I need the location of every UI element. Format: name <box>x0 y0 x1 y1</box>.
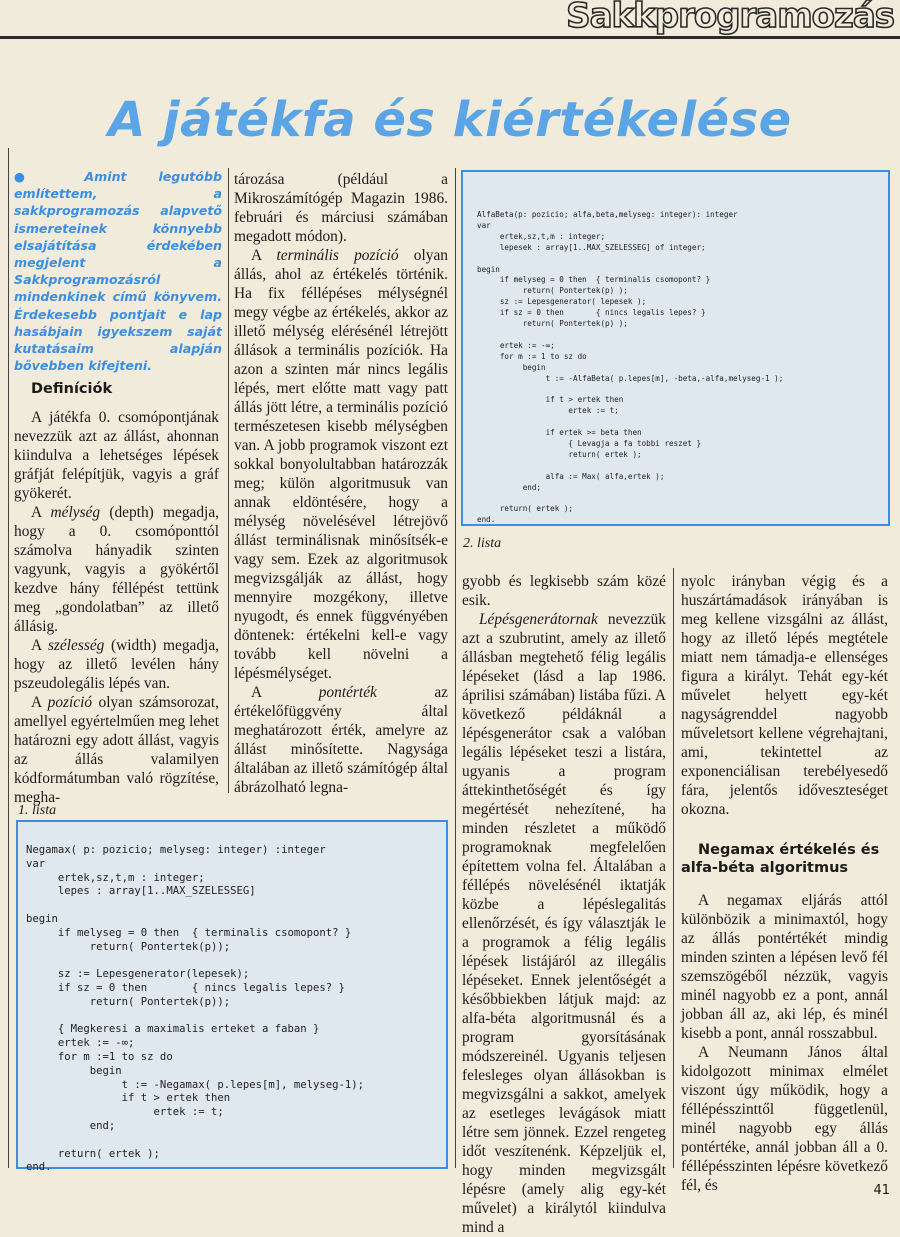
paragraph: A pontérték az értékelőfüggvény által meghatározott érték, amelyre az állást minősítette. Nagysága általában az illető számítógép által ábrázolható legna- <box>234 684 448 796</box>
page-number: 41 <box>873 1183 890 1198</box>
listing-caption: 1. lista <box>18 803 57 818</box>
term: szélesség <box>47 637 105 654</box>
column-divider <box>455 168 456 1168</box>
paragraph: tározása (például a Mikroszámítógép Magazin 1986. februári és márciusi számában megadott módon). <box>234 171 448 245</box>
section-heading: Definíciók <box>31 381 113 397</box>
code-listing-2 <box>461 170 890 526</box>
paragraph: Lépésgenerátornak nevezzük azt a szubrutint, amely az illető állásban megtehető félig legális lépéseket (lásd a lap 1986. áprilisi számában) listába fűzi. A következő példáknál a lépésgenerátor csak a valóban legális lépéseket teszi a listára, ugyanis a program áttekinthetőségét és így megértését nehezítené, ha minden részletet a működő programoknak megfelelően építettem volna fel. Általában a féllépés növelésénél iktatják közbe a lépéslegalitás ellenőrzését, és így választják le a programok a félig legális lépések listájáról az illegális lépéseket. Ennek jelentőségét a későbbiekben látjuk majd: az alfa-béta algoritmusnál és a program gyorsításának módszereinél. Ugyanis teljesen felesleges olyan állásokban is megvizsgálni a sakkot, amelyek az esetleges levágások miatt létre sem jönnek. Ezzel rengeteg időt veszítenénk. Képzeljük el, hogy minden megvizsgált lépésre (amely alig egy-két művelet) a királytól kiindulva mind a <box>462 611 666 1236</box>
column-divider <box>228 168 229 793</box>
column-4 <box>681 572 888 1195</box>
paragraph: A pozíció olyan számsorozat, amellyel egyértelműen meg lehet határozni egy adott állást, vagyis az állás valamilyen kódformátumban való rögzítése, megha- <box>14 694 219 806</box>
left-margin-rule <box>8 148 9 1168</box>
term: Lépésgenerátornak <box>479 611 598 628</box>
bullet-icon: ● <box>14 169 85 184</box>
code-text: Negamax( p: pozicio; melyseg: integer) :integer var ertek,sz,t,m : integer; lepes : array[1..MAX_SZELESSEG] begin if melyseg = 0 then { terminalis csomopont? } return( Pontertek(p)); sz := Lepesgenerator(lepesek); if sz = 0 then { nincs legalis lepes? } return( Pontertek(p)); { Megkeresi a maximalis erteket a faban } ertek := -∞; for m :=1 to sz do begin t := -Negamax( p.lepes[m], melyseg-1); if t > ertek then ertek := t; end; return( ertek ); end. <box>26 844 365 1174</box>
paragraph: A terminális pozíció olyan állás, ahol az értékelés történik. Ha fix féllépéses mélységnél megy végbe az értékelés, akkor az illető mélység elérésénél létrejött állások a terminális pozíciók. Ha azon a szinten már nincs legális lépés, mert előtte matt vagy patt állás jött létre, a terminális pozíció természetesen kisebb mélységben van. A jobb programok viszont ezt sokkal bonyolultabban határozzák meg; külön algoritmusuk van annak eldöntésére, hogy a mélység növelésével létrejövő állást terminálisnak minősítsék-e vagy sem. Ezek az algoritmusok megvizsgálják az állást, hogy mennyire mozgékony, illetve nyugodt, és ennek függvényében döntenek: értékelni kell-e vagy tovább kell növelni a lépésmélységet. <box>234 247 448 682</box>
paragraph: nyolc irányban végig és a huszártámadások irányában is meg kellene vizsgálni az állást, hogy az illető lépés megtétele miatt nem támadja-e ellenséges figura a királyt. Tehát egy-két művelet helyett egy-két nagyságrenddel nagyobb műveletsort kellene végrehajtani, ami, tekintettel az exponenciálisan terebélyesedő fára, jelentős időveszteséget okozna. <box>681 573 888 818</box>
header-rule <box>0 36 900 39</box>
paragraph: gyobb és legkisebb szám közé esik. <box>462 573 666 609</box>
code-text: AlfaBeta(p: pozicio; alfa,beta,melyseg: integer): integer var ertek,sz,t,m : integer; lepesek : array[1..MAX_SZELESSEG] of integer; begin if melyseg = 0 then { terminalis csomopont? } return( Pontertek(p) ); sz := Lepesgenerator( lepesek ); if sz = 0 then { nincs legalis lepes? } return( Pontertek(p) ); ertek := -∞; for m := 1 to sz do begin t := -AlfaBeta( p.lepes[m], -beta,-alfa,melyseg-1 ); if t > ertek then ertek := t; if ertek >= beta then { Levagja a fa tobbi reszet } return( ertek ); alfa := Max( alfa,ertek ); end; return( ertek ); end. <box>477 210 784 525</box>
column-2 <box>234 170 448 797</box>
term: terminális pozíció <box>276 247 399 264</box>
paragraph: A játékfa 0. csomópontjának nevezzük azt az állást, ahonnan kiindulva a lehetséges lépések gráfját felépítjük, vagyis a gráf gyökerét. <box>14 409 219 502</box>
term: pozíció <box>47 694 93 711</box>
code-listing-1 <box>16 820 448 1174</box>
paragraph: A szélesség (width) megadja, hogy az illető levélen hány pszeudolegális lépés van. <box>14 637 219 692</box>
paragraph: A Neumann János által kidolgozott minimax elmélet viszont úgy működik, hogy a féllépésszinttől függetlenül, minél nagyobb egy állás pontértéke, annál jobban áll a 0. féllépésszinten lépésre következő fél, és <box>681 1044 888 1194</box>
column-3 <box>462 572 666 1237</box>
term: pontérték <box>318 684 377 701</box>
term: mélység <box>50 504 101 521</box>
paragraph: A negamax eljárás attól különbözik a minimaxtól, hogy az állás pontértékét mindig minden szinten a lépésen levő fél szemszögéből nézzük, vagyis minél nagyobb ez a pont, annál jobban áll az, aki lép, és minél kisebb a pont, annál rosszabbul. <box>681 892 888 1042</box>
section-heading: Negamax értékelés és alfa-béta algoritmus <box>681 842 880 876</box>
column-1 <box>14 380 219 807</box>
intro-lead <box>14 168 222 374</box>
intro-text: Amint legutóbb említettem, a sakkprogramozás alapvető ismereteinek könnyebb elsajátítása érdekében megjelent a Sakkprogramozásról mindenkinek című könyvem. Érdekesebb pontjait e lap hasábjain igyekszem saját kutatásaim alapján bővebben kifejteni. <box>14 169 222 374</box>
section-header: Sakkprogramozás <box>566 0 894 36</box>
listing-caption: 2. lista <box>463 536 502 551</box>
article-title: A játékfa és kiértékelése <box>108 92 792 148</box>
column-divider <box>673 568 674 1168</box>
paragraph: A mélység (depth) megadja, hogy a 0. csomóponttól számolva hányadik szinten vagyunk, vagyis a gyökértől kezdve hány féllépést tettünk meg „gondolatban” az illető állásig. <box>14 504 219 635</box>
